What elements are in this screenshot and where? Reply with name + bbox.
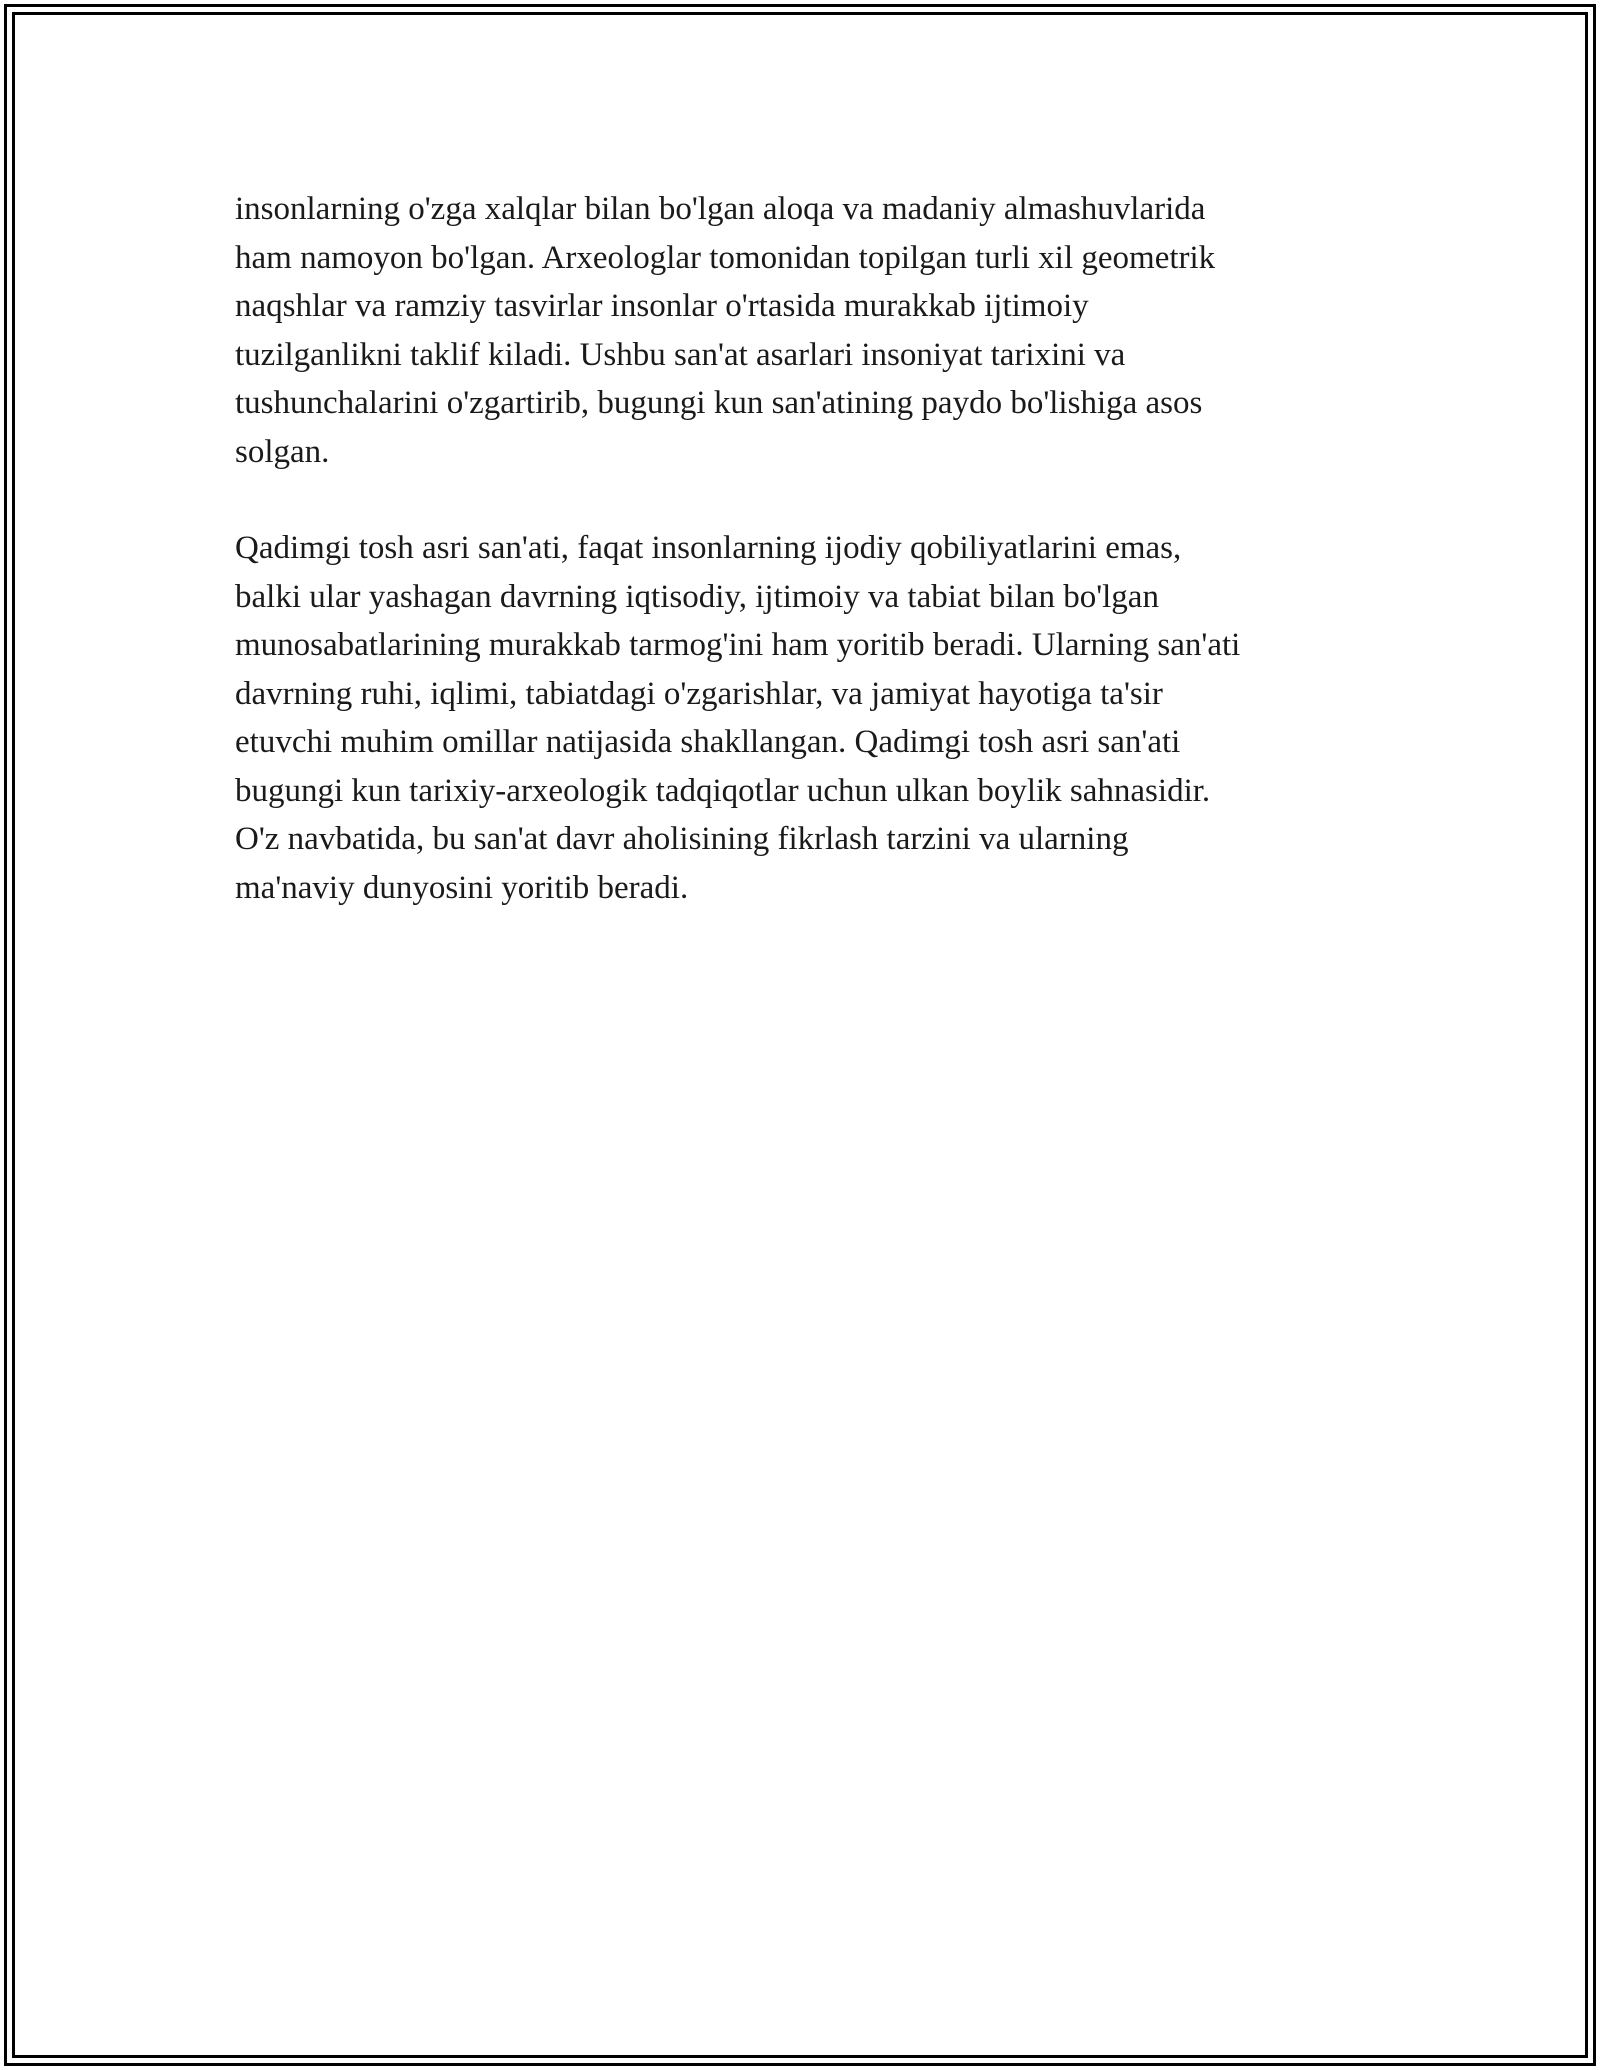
text-line: naqshlar va ramziy tasvirlar insonlar o'rtasida murakkab ijtimoiy: [235, 288, 1089, 324]
paragraph-2: [235, 524, 1365, 912]
text-line: bugungi kun tarixiy-arxeologik tadqiqotlar uchun ulkan boylik sahnasidir.: [235, 772, 1211, 809]
text-line: ma'naviy dunyosini yoritib beradi.: [235, 869, 689, 906]
text-line: insonlarning o'zga xalqlar bilan bo'lgan aloqa va madaniy almashuvlarida: [235, 191, 1206, 227]
text-line: ham namoyon bo'lgan. Arxeologlar tomonidan topilgan turli xil geometrik: [235, 239, 1216, 276]
text-line: solgan.: [235, 433, 330, 470]
text-line: Qadimgi tosh asri san'ati, faqat insonlarning ijodiy qobiliyatlarini emas,: [235, 530, 1182, 566]
paragraph-1: [235, 185, 1365, 476]
text-line: O'z navbatida, bu san'at davr aholisining fikrlash tarzini va ularning: [235, 821, 1129, 857]
text-line: tuzilganlikni taklif kiladi. Ushbu san'at asarlari insoniyat tarixini va: [235, 336, 1126, 373]
text-line: munosabatlarining murakkab tarmog'ini ham yoritib beradi. Ularning san'ati: [235, 627, 1241, 663]
text-line: etuvchi muhim omillar natijasida shakllangan. Qadimgi tosh asri san'ati: [235, 724, 1181, 760]
document-body: [235, 185, 1365, 960]
text-line: tushunchalarini o'zgartirib, bugungi kun san'atining paydo bo'lishiga asos: [235, 385, 1203, 421]
text-line: balki ular yashagan davrning iqtisodiy, ijtimoiy va tabiat bilan bo'lgan: [235, 578, 1159, 615]
text-line: davrning ruhi, iqlimi, tabiatdagi o'zgarishlar, va jamiyat hayotiga ta'sir: [235, 675, 1163, 712]
